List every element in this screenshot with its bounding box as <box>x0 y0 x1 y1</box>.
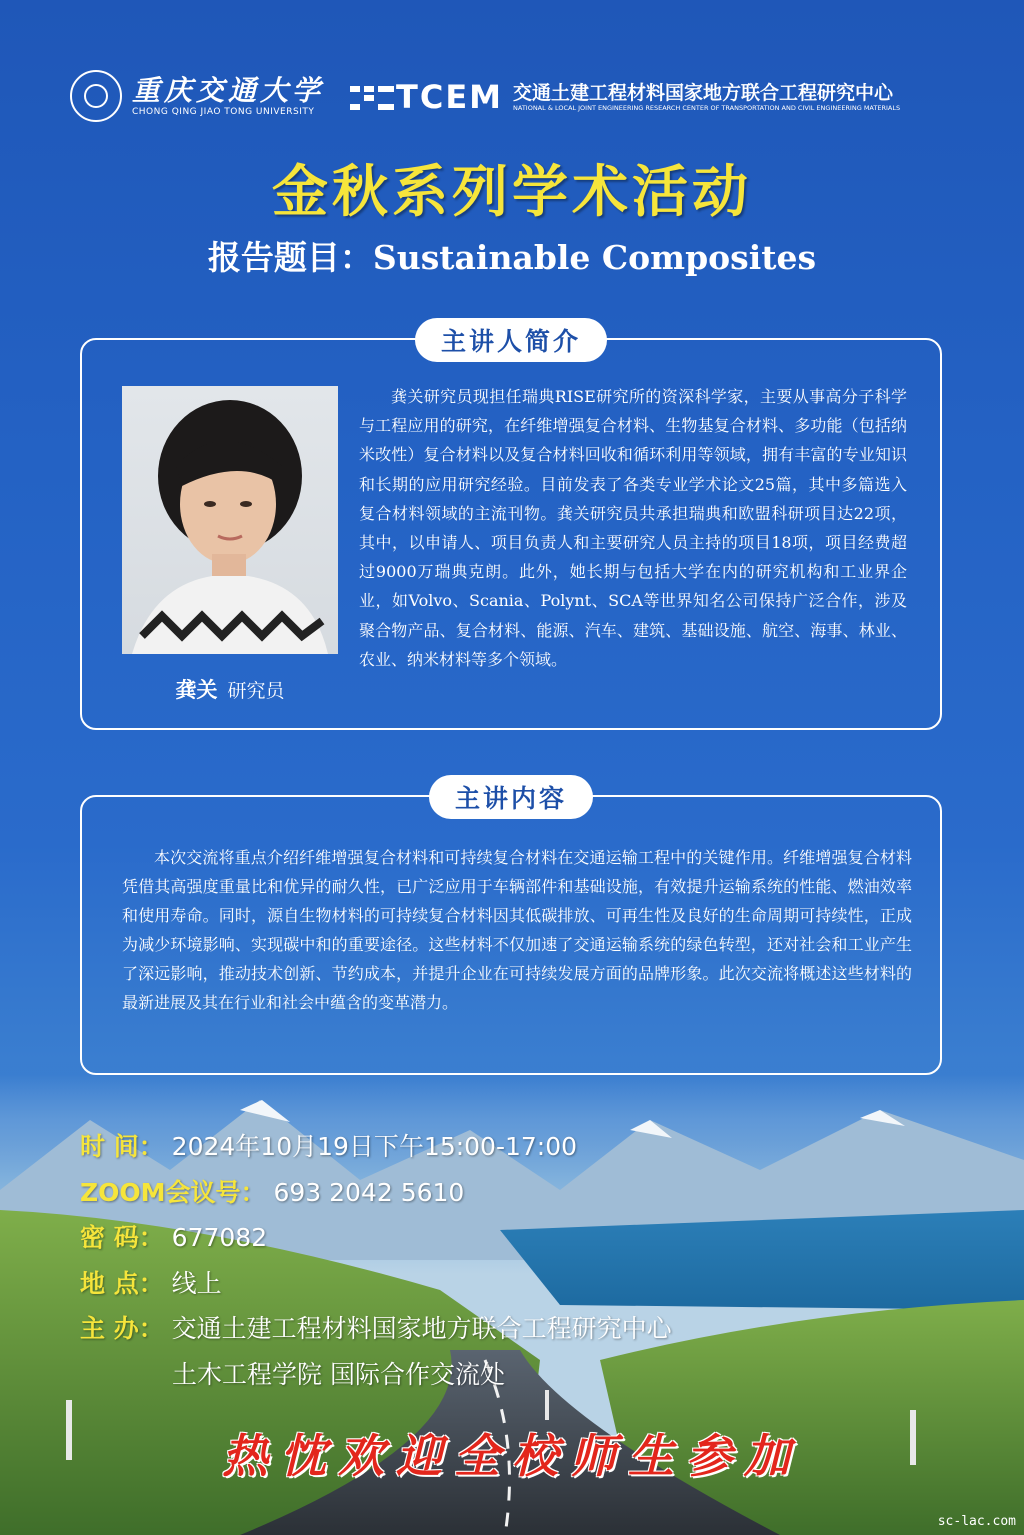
content-text: 本次交流将重点介绍纤维增强复合材料和可持续复合材料在交通运输工程中的关键作用。纤维增强复合材料凭借其高强度重量比和优异的耐久性，已广泛应用于车辆部件和基础设施，有效提升运输系统的性能、燃油效率和使用寿命。同时，源自生物材料的可持续复合材料因其低碳排放、可再生性及良好的生命周期可持续性，正成为减少环境影响、实现碳中和的重要途径。这些材料不仅加速了交通运输系统的绿色转型，还对社会和工业产生了深远影响，推动技术创新、节约成本，并提升企业在可持续发展方面的品牌形象。此次交流将概述这些材料的最新进展及其在行业和社会中蕴含的变革潜力。 <box>122 848 912 1012</box>
time-label: 时 间： <box>80 1132 164 1161</box>
password-row <box>80 1215 672 1261</box>
zoom-value: 693 2042 5610 <box>273 1177 465 1207</box>
time-value: 2024年10月19日下午15:00-17:00 <box>171 1132 578 1161</box>
host-row-2 <box>80 1352 672 1398</box>
tcem-mark: TCEM <box>396 78 504 116</box>
speaker-name: 龚关 <box>175 678 218 702</box>
center-name-en: NATIONAL & LOCAL JOINT ENGINEERING RESEARCH CENTER OF TRANSPORTATION AND CIVIL ENGINEERING MATERIALS <box>513 104 901 112</box>
tcem-logo <box>350 78 900 116</box>
password-value: 677082 <box>171 1223 268 1252</box>
watermark: sc-lac.com <box>937 1514 1016 1529</box>
password-label: 密 码： <box>80 1223 164 1252</box>
speaker-panel <box>80 327 942 730</box>
welcome-slogan: 热忱欢迎全校师生参加 <box>222 1429 802 1483</box>
page-title: 金秋系列学术活动 <box>272 159 752 225</box>
speaker-heading: 主讲人简介 <box>415 318 607 362</box>
zoom-label: ZOOM会议号： <box>80 1177 266 1207</box>
event-info <box>80 1124 672 1397</box>
host-row <box>80 1306 672 1352</box>
university-seal-icon <box>70 70 122 122</box>
center-name-cn: 交通土建工程材料国家地方联合工程研究中心 <box>513 82 894 104</box>
university-name-en: CHONG QING JIAO TONG UNIVERSITY <box>132 107 315 117</box>
host-value-2: 土木工程学院 国际合作交流处 <box>172 1359 505 1389</box>
speaker-name-line <box>122 674 338 704</box>
university-name-cn: 重庆交通大学 <box>132 74 325 107</box>
content-panel <box>80 784 942 1075</box>
time-row <box>80 1124 672 1170</box>
university-logo <box>70 70 324 122</box>
speaker-position: 研究员 <box>227 680 285 702</box>
report-title: 报告题目：Sustainable Composites <box>207 238 817 277</box>
location-row <box>80 1261 672 1307</box>
tcem-bars-icon <box>350 82 394 112</box>
zoom-row <box>80 1170 672 1216</box>
speaker-bio: 龚关研究员现担任瑞典RISE研究所的资深科学家，主要从事高分子科学与工程应用的研究，在纤维增强复合材料、生物基复合材料、多功能（包括纳米改性）复合材料以及复合材料回收和循环利用等领域，拥有丰富的专业知识和长期的应用研究经验。目前发表了各类专业学术论文25篇，其中多篇选入复合材料领域的主流刊物。龚关研究员共承担瑞典和欧盟科研项目达22项，其中，以申请人、项目负责人和主要研究人员主持的项目18项，项目经费超过9000万瑞典克朗。此外，她长期与包括大学在内的研究机构和工业界企业，如Volvo、Scania、Polynt、SCA等世界知名公司保持广泛合作，涉及聚合物产品、复合材料、能源、汽车、建筑、基础设施、航空、海事、林业、农业、纳米材料等多个领域。 <box>359 387 907 669</box>
header <box>0 70 1024 130</box>
content-heading: 主讲内容 <box>429 775 593 819</box>
speaker-photo <box>122 386 338 654</box>
host-label: 主 办： <box>80 1314 164 1343</box>
location-label: 地 点： <box>80 1268 164 1298</box>
host-value-1: 交通土建工程材料国家地方联合工程研究中心 <box>171 1314 672 1343</box>
location-value: 线上 <box>171 1268 222 1298</box>
